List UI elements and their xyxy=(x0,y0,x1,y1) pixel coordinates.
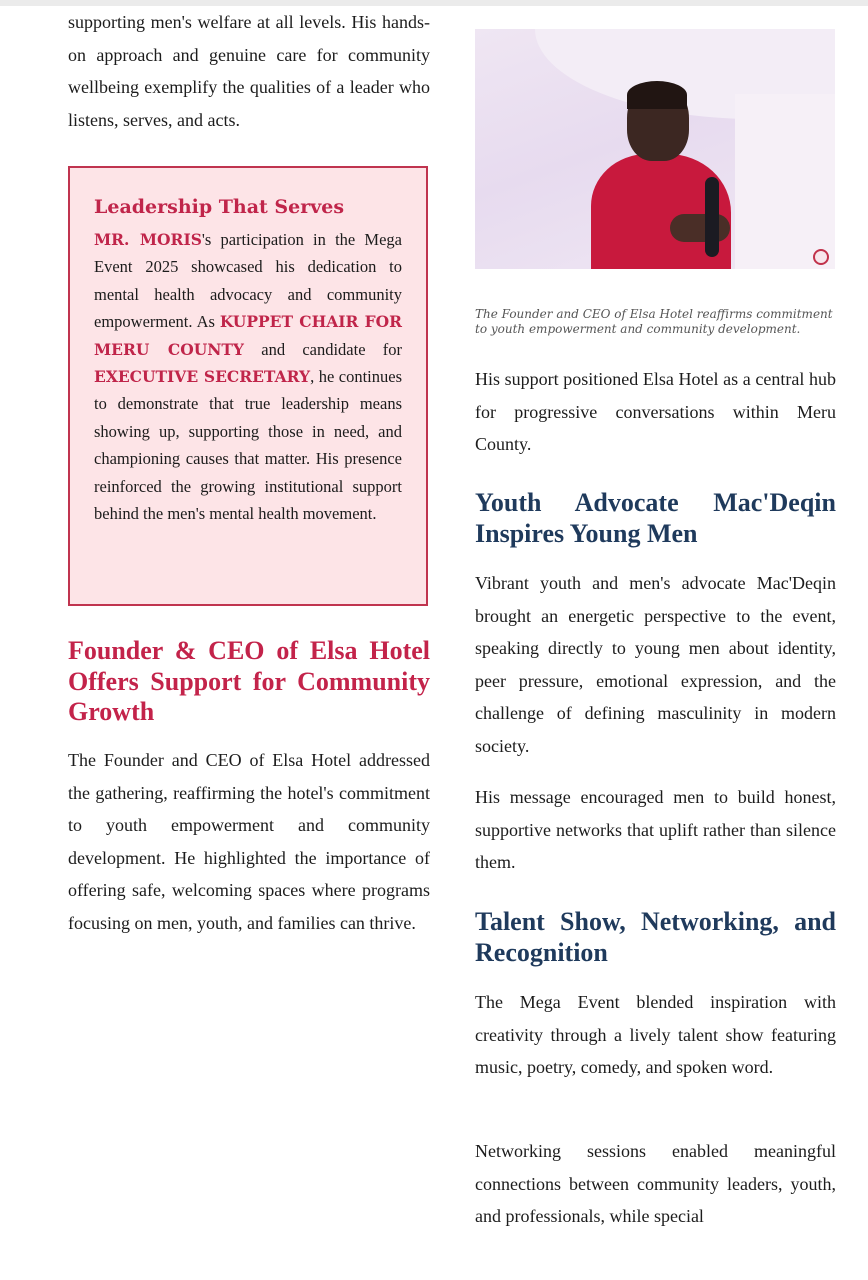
highlight-name: MR. MORIS xyxy=(94,230,202,249)
photo-wall xyxy=(735,94,835,269)
callout-paragraph xyxy=(94,226,402,527)
founder-paragraph: The Founder and CEO of Elsa Hotel addressed the gathering, reaffirming the hotel's commitment to youth empowerment and community development. He highlighted the importance of offering safe, welcoming spaces where programs focusing on men, youth, and families can thrive. xyxy=(68,750,430,933)
founder-heading: Founder & CEO of Elsa Hotel Offers Support for Community Growth xyxy=(68,636,430,726)
callout-text-1: 's participation in the Mega Event 2025 showcased his dedication to mental health advocacy and community empowerment. As xyxy=(94,230,402,332)
photo-arm xyxy=(670,214,730,242)
leadership-callout-box xyxy=(68,166,428,606)
speaker-photo[interactable] xyxy=(475,29,835,269)
callout-text-3: , he continues to demonstrate that true leadership means showing up, supporting those in need, and championing causes that matter. His presence reinforced the growing institutional support behind the men's mental health movement. xyxy=(94,367,402,524)
microphone-icon xyxy=(705,177,719,257)
watermark-logo-icon xyxy=(813,249,829,265)
photo-hair xyxy=(627,81,687,109)
talent-paragraph-1: The Mega Event blended inspiration with creativity through a lively talent show featuring music, poetry, comedy, and spoken word. xyxy=(475,992,836,1077)
highlight-candidacy: EXECUTIVE SECRETARY xyxy=(94,367,311,387)
support-paragraph: His support positioned Elsa Hotel as a central hub for progressive conversations within Meru County. xyxy=(475,369,836,454)
callout-text-2: and candidate for xyxy=(244,339,403,359)
intro-paragraph: supporting men's welfare at all levels. His hands-on approach and genuine care for community wellbeing exemplify the qualities of a leader who listens, serves, and acts. xyxy=(68,12,430,130)
talent-paragraph-2: Networking sessions enabled meaningful connections between community leaders, youth, and professionals, while special xyxy=(475,1141,836,1226)
youth-advocate-heading: Youth Advocate Mac'Deqin Inspires Young Men xyxy=(475,488,836,548)
callout-title: Leadership That Serves xyxy=(94,196,345,218)
talent-show-heading: Talent Show, Networking, and Recognition xyxy=(475,907,836,967)
highlight-role: KUPPET CHAIR FOR MERU COUNTY xyxy=(94,312,403,359)
youth-paragraph-1: Vibrant youth and men's advocate Mac'Deqin brought an energetic perspective to the event, speaking directly to young men about identity, peer pressure, emotional expression, and the challenge of defining masculinity in modern society. xyxy=(475,573,836,756)
youth-paragraph-2: His message encouraged men to build honest, supportive networks that uplift rather than silence them. xyxy=(475,787,836,872)
photo-caption: The Founder and CEO of Elsa Hotel reaffirms commitment to youth empowerment and community development. xyxy=(475,307,833,336)
